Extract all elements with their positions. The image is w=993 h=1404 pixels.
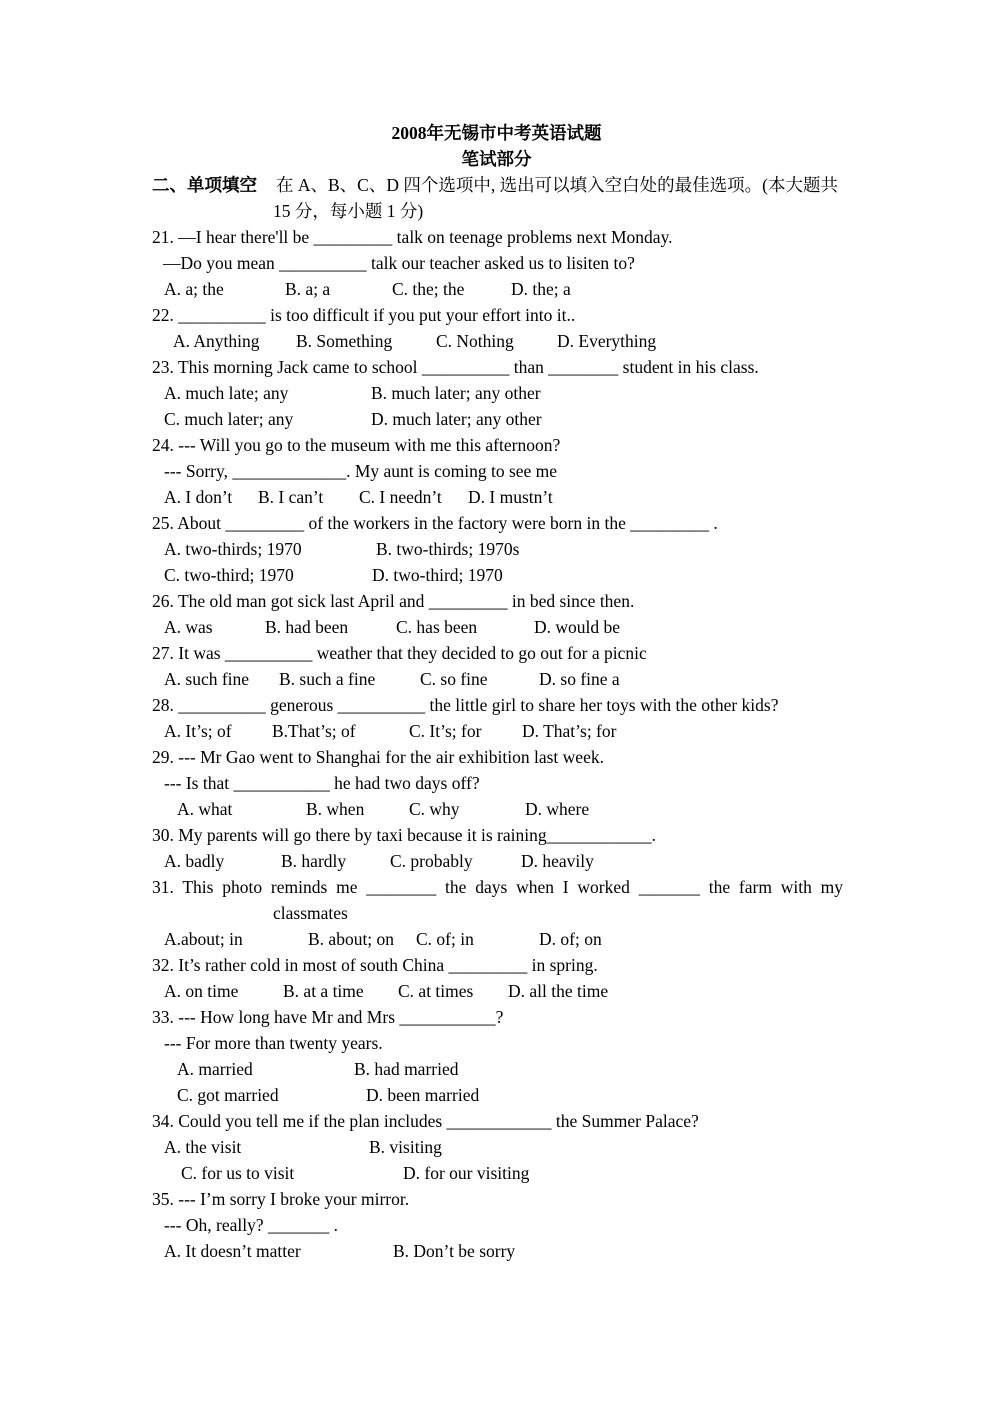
question-text: Could you tell me if the plan includes ____________ the Summer Palace?: [178, 1111, 699, 1131]
question-text: --- Mr Gao went to Shanghai for the air exhibition last week.: [178, 747, 604, 767]
question-stem: [152, 822, 656, 848]
question-stem: [152, 1108, 699, 1134]
options-row: [0, 848, 993, 874]
option-d: D. for our visiting: [403, 1163, 530, 1183]
question-number: 27.: [152, 643, 174, 663]
option-b: B. at a time: [283, 981, 364, 1001]
question-stem: [152, 640, 647, 666]
question-stem: [152, 510, 718, 536]
question-stem: [152, 874, 843, 900]
option-b: B. two-thirds; 1970s: [376, 539, 520, 559]
option-b: B. had married: [354, 1059, 459, 1079]
option-a: A. It doesn’t matter: [164, 1241, 301, 1261]
question-text: About _________ of the workers in the factory were born in the _________ .: [177, 513, 718, 533]
question-number: 24.: [152, 435, 174, 455]
options-row: [0, 1160, 993, 1186]
question-stem: [152, 302, 575, 328]
section-heading: 二、单项填空: [152, 175, 257, 195]
option-c: C. got married: [177, 1085, 279, 1105]
page-subtitle: 笔试部分: [461, 149, 532, 169]
question-number: 34.: [152, 1111, 174, 1131]
option-b: B. Something: [296, 331, 393, 351]
option-c: C. two-third; 1970: [164, 565, 294, 585]
option-a: A.about; in: [164, 929, 243, 949]
options-row: [0, 380, 993, 406]
question-number: 33.: [152, 1007, 174, 1027]
options-row: [0, 484, 993, 510]
question-text-continued: --- Is that ___________ he had two days off?: [164, 773, 480, 793]
options-row: [0, 1238, 993, 1264]
option-a: A. It’s; of: [164, 721, 232, 741]
question-stem: [152, 354, 759, 380]
question-stem: [152, 692, 779, 718]
options-row: [0, 276, 993, 302]
option-a: A. I don’t: [164, 487, 233, 507]
option-d: D. That’s; for: [522, 721, 617, 741]
option-d: D. much later; any other: [371, 409, 542, 429]
option-d: D. all the time: [508, 981, 609, 1001]
question-number: 28.: [152, 695, 174, 715]
option-c: C. the; the: [392, 279, 465, 299]
option-c: C. has been: [396, 617, 478, 637]
question-number: 29.: [152, 747, 174, 767]
option-d: D. where: [525, 799, 590, 819]
question-text-continued: —Do you mean __________ talk our teacher asked us to lisiten to?: [163, 253, 635, 273]
question-text: --- I’m sorry I broke your mirror.: [178, 1189, 410, 1209]
option-b: B. much later; any other: [371, 383, 541, 403]
option-b: B. a; a: [285, 279, 331, 299]
question-stem: [152, 588, 634, 614]
option-d: D. the; a: [511, 279, 571, 299]
options-row: [0, 614, 993, 640]
question-stem: [152, 1186, 409, 1212]
page-title: 2008年无锡市中考英语试题: [391, 123, 602, 143]
option-a: A. the visit: [164, 1137, 242, 1157]
option-a: A. much late; any: [164, 383, 289, 403]
option-a: A. two-thirds; 1970: [164, 539, 302, 559]
question-text: It was __________ weather that they decided to go out for a picnic: [178, 643, 647, 663]
section-header-line: [0, 172, 993, 198]
options-row: [0, 978, 993, 1004]
question-text: This morning Jack came to school __________ than ________ student in his class.: [177, 357, 759, 377]
question-text-continued: --- Sorry, _____________. My aunt is coming to see me: [164, 461, 558, 481]
options-row: [0, 406, 993, 432]
option-c: C. so fine: [420, 669, 488, 689]
option-a: A. married: [177, 1059, 253, 1079]
options-row: [0, 718, 993, 744]
option-a: A. on time: [164, 981, 239, 1001]
options-row: [0, 1134, 993, 1160]
question-stem: [152, 432, 560, 458]
question-text: My parents will go there by taxi because it is raining____________.: [178, 825, 657, 845]
option-d: D. two-third; 1970: [372, 565, 503, 585]
option-c: C. It’s; for: [409, 721, 482, 741]
question-number: 35.: [152, 1189, 174, 1209]
question-text-continued: classmates: [273, 903, 348, 923]
question-text: This photo reminds me ________ the days when I worked _______ the farm with my: [182, 877, 843, 897]
option-b: B.That’s; of: [272, 721, 356, 741]
options-row: [0, 796, 993, 822]
options-row: [0, 328, 993, 354]
option-b: B. such a fine: [279, 669, 376, 689]
question-number: 23.: [152, 357, 174, 377]
option-d: D. so fine a: [539, 669, 620, 689]
section-instruction: 在 A、B、C、D 四个选项中, 选出可以填入空白处的最佳选项。(本大题共: [276, 175, 838, 195]
question-text: __________ generous __________ the little girl to share her toys with the other kids?: [178, 695, 779, 715]
option-b: B. hardly: [281, 851, 347, 871]
question-text: --- How long have Mr and Mrs ___________?: [178, 1007, 504, 1027]
question-number: 32.: [152, 955, 174, 975]
option-d: D. been married: [366, 1085, 480, 1105]
option-a: A. such fine: [164, 669, 250, 689]
question-text: It’s rather cold in most of south China _________ in spring.: [178, 955, 598, 975]
question-number: 31.: [152, 877, 174, 897]
option-a: A. what: [177, 799, 233, 819]
option-d: D. Everything: [557, 331, 657, 351]
options-row: [0, 562, 993, 588]
option-c: C. at times: [398, 981, 474, 1001]
option-d: D. I mustn’t: [468, 487, 553, 507]
option-a: A. badly: [164, 851, 225, 871]
option-b: B. about; on: [308, 929, 395, 949]
options-row: [0, 926, 993, 952]
options-row: [0, 1082, 993, 1108]
options-row: [0, 536, 993, 562]
question-text: —I hear there'll be _________ talk on teenage problems next Monday.: [178, 227, 673, 247]
options-row: [0, 666, 993, 692]
option-b: B. I can’t: [258, 487, 324, 507]
option-c: C. probably: [390, 851, 473, 871]
option-d: D. of; on: [539, 929, 602, 949]
option-b: B. visiting: [369, 1137, 442, 1157]
option-a: A. a; the: [164, 279, 224, 299]
option-c: C. for us to visit: [181, 1163, 295, 1183]
option-b: B. had been: [265, 617, 349, 637]
question-stem: [152, 1004, 503, 1030]
question-text-continued: --- For more than twenty years.: [164, 1033, 383, 1053]
question-text-continued: --- Oh, really? _______ .: [164, 1215, 338, 1235]
option-d: D. would be: [534, 617, 621, 637]
option-c: C. Nothing: [436, 331, 514, 351]
question-text: --- Will you go to the museum with me this afternoon?: [178, 435, 561, 455]
option-a: A. Anything: [173, 331, 260, 351]
question-stem: [152, 744, 604, 770]
option-b: B. Don’t be sorry: [393, 1241, 516, 1261]
question-number: 30.: [152, 825, 174, 845]
question-number: 21.: [152, 227, 174, 247]
option-b: B. when: [306, 799, 365, 819]
option-a: A. was: [164, 617, 213, 637]
section-instruction-continued: 15 分，每小题 1 分): [273, 201, 424, 221]
question-number: 25.: [152, 513, 174, 533]
option-c: C. I needn’t: [359, 487, 442, 507]
option-c: C. of; in: [416, 929, 474, 949]
option-d: D. heavily: [521, 851, 594, 871]
question-text: The old man got sick last April and _________ in bed since then.: [177, 591, 635, 611]
option-c: C. much later; any: [164, 409, 294, 429]
question-stem: [152, 224, 673, 250]
question-number: 22.: [152, 305, 174, 325]
question-stem: [152, 952, 598, 978]
option-c: C. why: [409, 799, 460, 819]
question-number: 26.: [152, 591, 174, 611]
options-row: [0, 1056, 993, 1082]
question-text: __________ is too difficult if you put your effort into it..: [178, 305, 576, 325]
